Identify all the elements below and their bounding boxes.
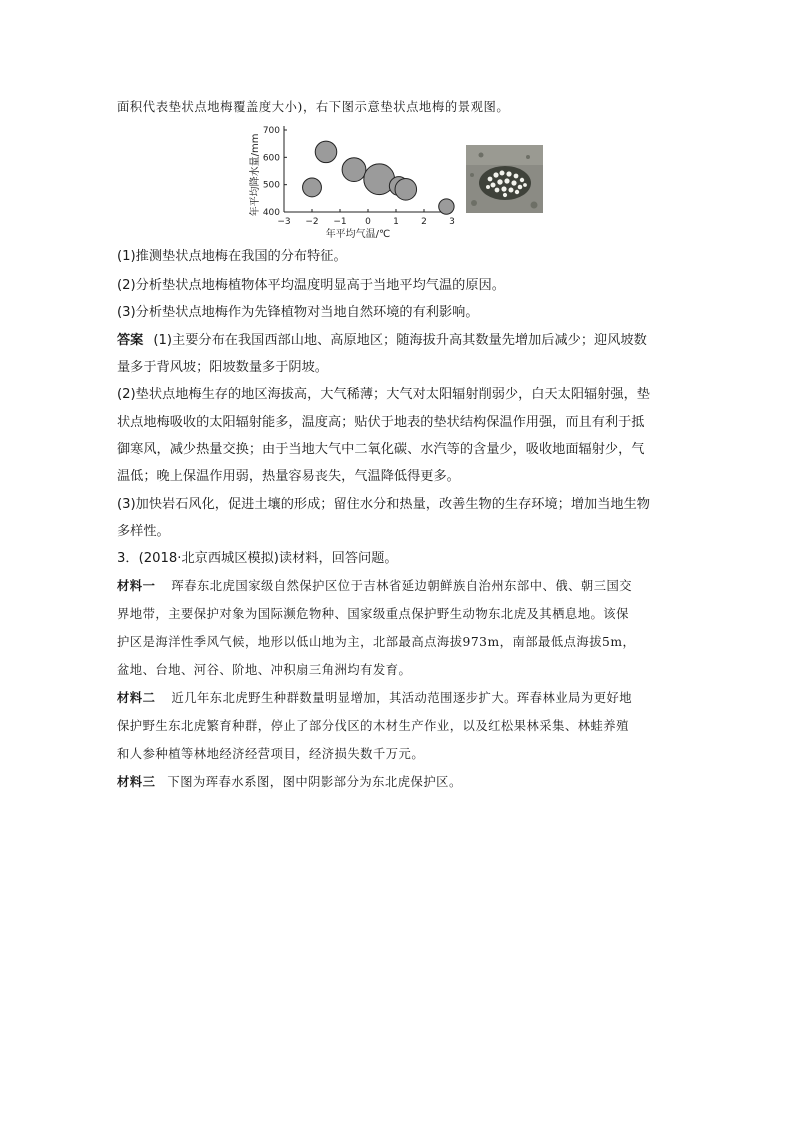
y-axis-label: 年平均降水量/mm [250,133,261,217]
x-tick-label: 1 [393,217,399,227]
answer-2-line-1: (2)垫状点地梅生存的地区海拔高，大气稀薄；大气对太阳辐射削弱少，白天太阳辐射强，垫 [117,387,650,402]
x-tick-label: 3 [449,217,455,227]
bubble-chart [240,122,465,240]
data-bubble [303,178,322,197]
data-bubble [315,141,337,163]
x-tick-label: 2 [421,217,427,227]
material-2-line-3: 和人参种植等林地经济经营项目，经济损失数千万元。 [117,747,425,761]
material-2-text: 近几年东北虎野生种群数量明显增加，其活动范围逐步扩大。珲春林业局为更好地 [171,691,633,705]
material-2-line-1 [117,684,682,712]
x-axis-label: 年平均气温/℃ [325,229,391,240]
y-tick-label: 700 [262,126,280,136]
x-tick-label: −2 [305,217,319,227]
x-tick-label: −1 [333,217,347,227]
material-3-text: 下图为珲春水系图，图中阴影部分为东北虎保护区。 [167,775,462,789]
answer-1-line-2: 量多于背风坡；阳坡数量多于阴坡。 [117,360,328,375]
material-2-label: 材料二 [117,691,156,705]
answer-2-line-2: 状点地梅吸收的太阳辐射能多，温度高；贴伏于地表的垫状结构保温作用强，而且有利于抵 [117,415,645,430]
y-tick-label: 400 [262,208,280,218]
answer-2-line-3: 御寒风，减少热量交换；由于当地大气中二氧化碳、水汽等的含量少，吸收地面辐射少，气 [117,442,645,457]
material-1-line-1 [117,572,682,600]
material-1-label: 材料一 [117,579,156,593]
question-1: (1)推测垫状点地梅在我国的分布特征。 [117,249,347,264]
answer-1-text: (1)主要分布在我国西部山地、高原地区；随海拔升高其数量先增加后减少；迎风坡数 [153,333,647,348]
cushion-plant-photo [466,145,543,213]
y-tick-label: 600 [262,153,280,164]
x-tick-label: 0 [365,217,371,227]
data-bubble [395,179,417,201]
data-bubble [439,199,454,214]
y-tick-label: 500 [262,180,280,191]
data-bubble [342,158,366,182]
material-3-line [117,768,682,796]
material-1-text: 珲春东北虎国家级自然保护区位于吉林省延边朝鲜族自治州东部中、俄、朝三国交 [171,579,633,593]
question-3-title: 3．(2018·北京西城区模拟)读材料，回答问题。 [117,551,398,566]
material-1-line-4: 盆地、台地、河谷、阶地、冲积扇三角洲均有发育。 [117,663,412,677]
question-2: (2)分析垫状点地梅植物体平均温度明显高于当地平均气温的原因。 [117,278,505,293]
material-1-line-3: 护区是海洋性季风气候，地形以低山地为主，北部最高点海拔973m，南部最低点海拔5m， [117,635,636,649]
answer-1-line-1 [117,327,682,354]
answer-3-line-2: 多样性。 [117,524,170,539]
material-3-label: 材料三 [117,775,156,789]
answer-3-line-1: (3)加快岩石风化，促进土壤的形成；留住水分和热量，改善生物的生存环境；增加当地生物 [117,497,650,512]
x-tick-label: −3 [277,217,291,227]
material-1-line-2: 界地带，主要保护对象为国际濒危物种、国家级重点保护野生动物东北虎及其栖息地。该保 [117,607,629,621]
answer-label: 答案 [117,333,144,348]
answer-2-line-4: 温低；晚上保温作用弱，热量容易丧失，气温降低得更多。 [117,469,460,484]
intro-line: 面积代表垫状点地梅覆盖度大小)，右下图示意垫状点地梅的景观图。 [117,100,510,114]
material-2-line-2: 保护野生东北虎繁育种群，停止了部分伐区的木材生产作业，以及红松果林采集、林蛙养殖 [117,719,629,733]
question-3: (3)分析垫状点地梅作为先锋植物对当地自然环境的有利影响。 [117,305,479,320]
